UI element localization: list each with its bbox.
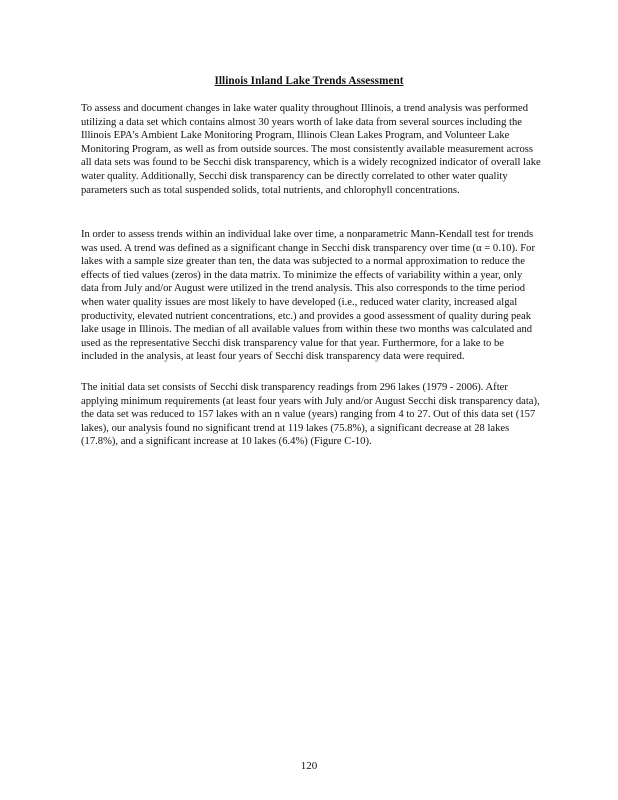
paragraph-text: The initial data set consists of Secchi disk transparency readings from 296 lakes (1979 - 2006). After applying minimum requirements (at least four years with July and/or August Secchi disk transparency data), the data set was reduced to 157 lakes with an n value (years) ranging from 4 to 27. Out of this data set (157 lakes), our analysis found no significant trend at 119 lakes (75.8%), a significant decrease at 28 lakes (17.8%), and a significant increase at 10 lakes (6.4%) (Figure C-10). [81,382,540,448]
paragraph-text: In order to assess trends within an individual lake over time, a nonparametric Mann-Kendall test for trends was used. A trend was defined as a significant change in Secchi disk transparency over time (α = 0.10). For lakes with a sample size greater than ten, the data was subjected to a normal approximation to reduce the effects of tied values (zeros) in the data matrix. To minimize the effects of variability within a year, only data from July and/or August were utilized in the trend analysis. This also corresponds to the time period when water quality issues are most likely to have developed (i.e., reduced water clarity, increased algal productivity, elevated nutrient concentrations, etc.) and provides a good assessment of quality during peak lake usage in Illinois. The median of all available values from within these two months was calculated and used as the representative Secchi disk transparency value for that year. Furthermore, for a lake to be included in the analysis, at least four years of Secchi disk transparency data were required. [81,229,535,363]
paragraph-methods [81,228,541,364]
paragraph-text: To assess and document changes in lake water quality throughout Illinois, a trend analysis was performed utilizing a data set which contains almost 30 years worth of lake data from several sources including the Illinois EPA's Ambient Lake Monitoring Program, Illinois Clean Lakes Program, and Volunteer Lake Monitoring Program, as well as from outside sources. The most consistently available measurement across all data sets was found to be Secchi disk transparency, which is a widely recognized indicator of overall lake water quality. Additionally, Secchi disk transparency can be directly correlated to other water quality parameters such as total suspended solids, total nutrients, and chlorophyll concentrations. [81,103,541,196]
paragraph-intro [81,102,541,197]
paragraph-results [81,381,541,449]
page-number: 120 [300,760,318,772]
document-title: Illinois Inland Lake Trends Assessment [214,75,404,87]
